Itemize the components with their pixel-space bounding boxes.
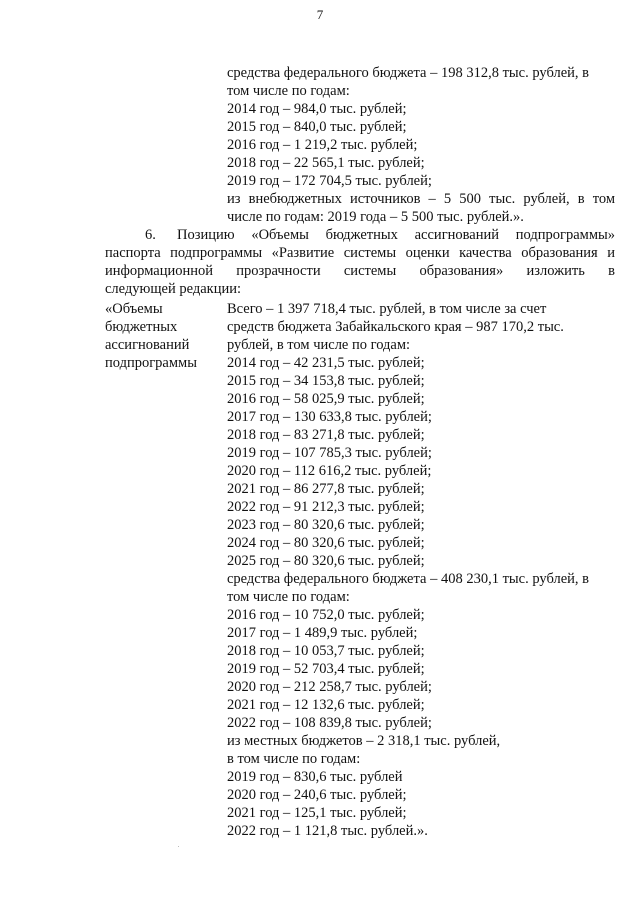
page-number: 7: [316, 7, 324, 22]
value-line: средств бюджета Забайкальского края – 987 170,2 тыс.: [227, 319, 564, 335]
text-line: 2014 год – 984,0 тыс. рублей;: [227, 101, 407, 117]
text-line: числе по годам: 2019 года – 5 500 тыс. рублей.».: [227, 209, 524, 225]
value-line: 2018 год – 10 053,7 тыс. рублей;: [227, 643, 425, 659]
value-line: 2019 год – 830,6 тыс. рублей: [227, 769, 403, 785]
value-line: 2016 год – 10 752,0 тыс. рублей;: [227, 607, 425, 623]
table-label-column: [105, 300, 225, 372]
paragraph-line: [105, 226, 615, 244]
federal-budget-block: [227, 64, 615, 226]
value-line: 2016 год – 58 025,9 тыс. рублей;: [227, 391, 425, 407]
value-line: 2017 год – 130 633,8 тыс. рублей;: [227, 409, 432, 425]
value-line: 2022 год – 108 839,8 тыс. рублей;: [227, 715, 432, 731]
text-line: из внебюджетных источников – 5 500 тыс. рублей, в том: [227, 191, 615, 207]
value-line: 2024 год – 80 320,6 тыс. рублей;: [227, 535, 425, 551]
text-line: том числе по годам:: [227, 83, 350, 99]
paragraph-number: 6.: [145, 227, 156, 243]
paragraph-6: [105, 226, 615, 298]
value-line: 2021 год – 86 277,8 тыс. рублей;: [227, 481, 425, 497]
table-value-column: [227, 300, 617, 840]
text-line: 2015 год – 840,0 тыс. рублей;: [227, 119, 407, 135]
label-line: подпрограммы: [105, 355, 197, 371]
value-line: средства федерального бюджета – 408 230,1 тыс. рублей, в: [227, 571, 589, 587]
label-line: «Объемы: [105, 301, 163, 317]
label-line: ассигнований: [105, 337, 190, 353]
value-line: из местных бюджетов – 2 318,1 тыс. рублей,: [227, 733, 501, 749]
paragraph-text: Позицию «Объемы бюджетных ассигнований подпрограммы»: [177, 227, 615, 243]
label-line: бюджетных: [105, 319, 178, 335]
text-line: 2016 год – 1 219,2 тыс. рублей;: [227, 137, 418, 153]
value-line: рублей, в том числе по годам:: [227, 337, 411, 353]
value-line: 2019 год – 52 703,4 тыс. рублей;: [227, 661, 425, 677]
value-line: 2019 год – 107 785,3 тыс. рублей;: [227, 445, 432, 461]
value-line: 2023 год – 80 320,6 тыс. рублей;: [227, 517, 425, 533]
scan-speck: [178, 846, 179, 847]
value-line: 2021 год – 125,1 тыс. рублей;: [227, 805, 407, 821]
value-line: 2022 год – 1 121,8 тыс. рублей.».: [227, 823, 428, 839]
paragraph-line: следующей редакции:: [105, 281, 242, 297]
value-line: 2022 год – 91 212,3 тыс. рублей;: [227, 499, 425, 515]
value-line: 2021 год – 12 132,6 тыс. рублей;: [227, 697, 425, 713]
value-line: 2020 год – 240,6 тыс. рублей;: [227, 787, 407, 803]
value-line: 2020 год – 112 616,2 тыс. рублей;: [227, 463, 432, 479]
value-line: 2025 год – 80 320,6 тыс. рублей;: [227, 553, 425, 569]
value-line: 2015 год – 34 153,8 тыс. рублей;: [227, 373, 425, 389]
value-line: 2014 год – 42 231,5 тыс. рублей;: [227, 355, 425, 371]
value-line: том числе по годам:: [227, 589, 350, 605]
text-line: 2019 год – 172 704,5 тыс. рублей;: [227, 173, 432, 189]
paragraph-line: паспорта подпрограммы «Развитие системы оценки качества образования и: [105, 245, 615, 261]
paragraph-line: информационной прозрачности системы образования» изложить в: [105, 263, 615, 279]
value-line: в том числе по годам:: [227, 751, 361, 767]
value-line: 2017 год – 1 489,9 тыс. рублей;: [227, 625, 418, 641]
value-line: Всего – 1 397 718,4 тыс. рублей, в том числе за счет: [227, 301, 547, 317]
value-line: 2020 год – 212 258,7 тыс. рублей;: [227, 679, 432, 695]
text-line: средства федерального бюджета – 198 312,8 тыс. рублей, в: [227, 65, 589, 81]
text-line: 2018 год – 22 565,1 тыс. рублей;: [227, 155, 425, 171]
value-line: 2018 год – 83 271,8 тыс. рублей;: [227, 427, 425, 443]
